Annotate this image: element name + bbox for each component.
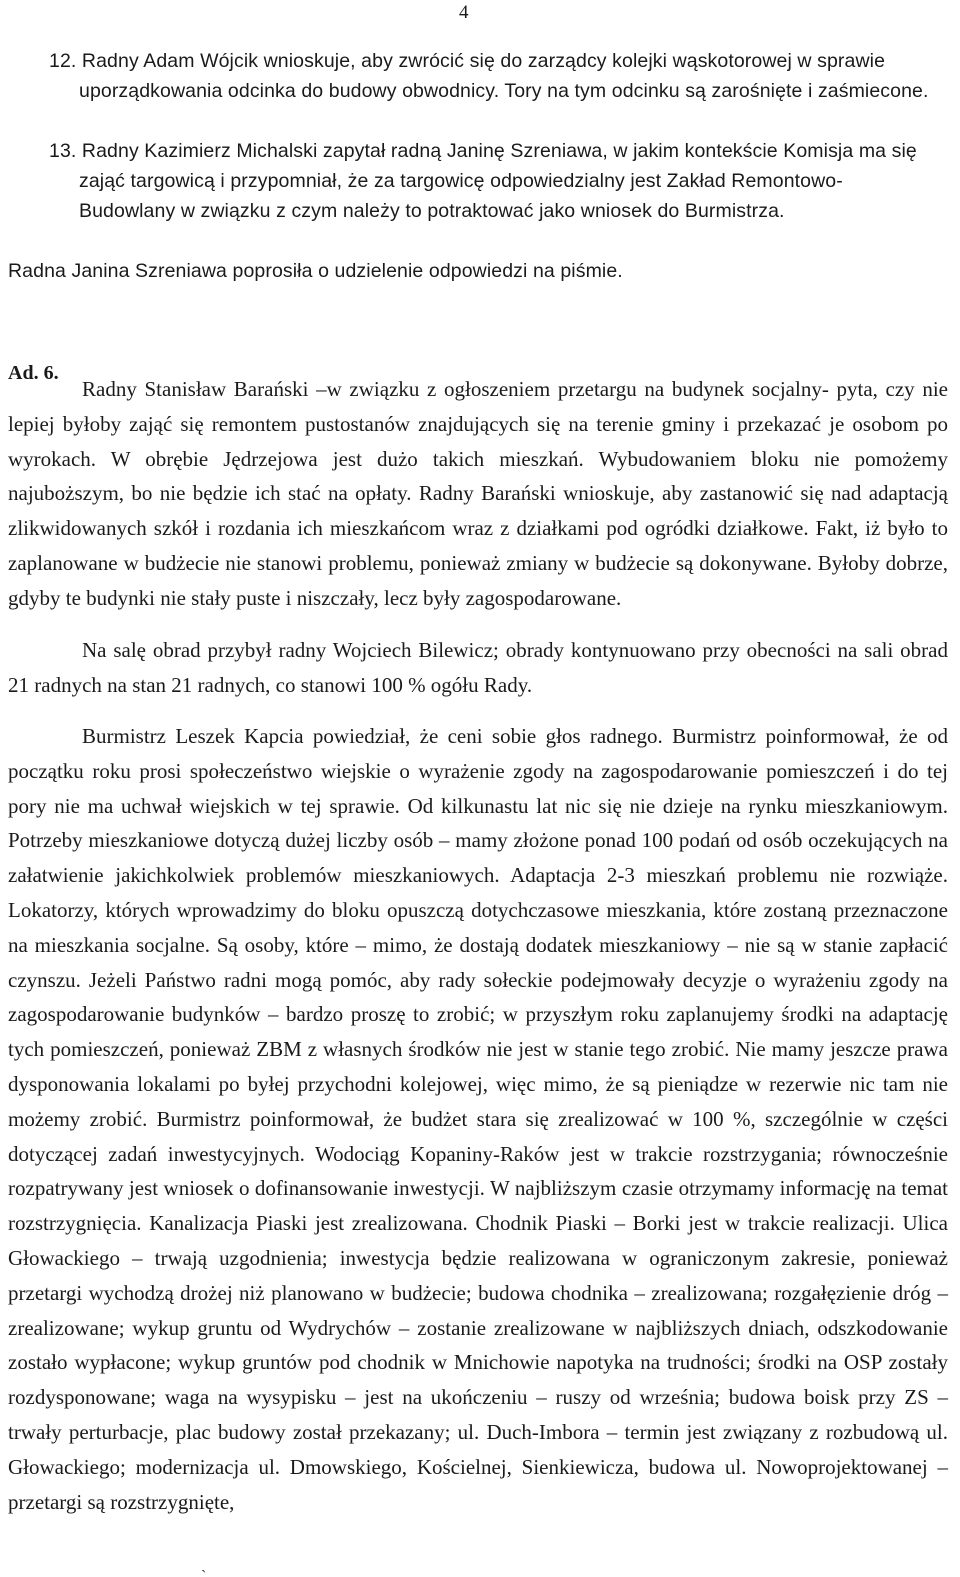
page-number: 4 — [459, 2, 469, 23]
footer-mark: ˏ — [201, 1556, 207, 1573]
paragraph-attendance: Na salę obrad przybył radny Wojciech Bilewicz; obrady kontynuowano przy obecności na sali obrad 21 radnych na stan 21 radnych, co stanowi 100 % ogółu Rady. — [8, 638, 948, 697]
list-item-12: 12. Radny Adam Wójcik wnioskuje, aby zwrócić się do zarządcy kolejki wąskotorowej w sprawie uporządkowania odcinka do budowy obwodnicy. Tory na tym odcinku są zarośnięte i zaśmiecone. — [49, 50, 929, 102]
section-heading: Ad. 6. — [8, 362, 59, 384]
reply-line: Radna Janina Szreniawa poprosiła o udzielenie odpowiedzi na piśmie. — [8, 260, 623, 282]
list-item-13: 13. Radny Kazimierz Michalski zapytał radną Janinę Szreniawa, w jakim kontekście Komisja ma się zająć targowicą i przypomniał, że za targowicę odpowiedzialny jest Zakład Remontowo-Budowlany w związku z czym należy to potraktować jako wniosek do Burmistrza. — [49, 140, 917, 222]
paragraph-burmistrz: Burmistrz Leszek Kapcia powiedział, że ceni sobie głos radnego. Burmistrz poinformował, że od początku roku prosi społeczeństwo wiejskie o wyrażenie zgody na zagospodarowanie pomieszczeń i do tej pory nie ma uchwał wiejskich w tej sprawie. Od kilkunastu lat nic się nie dzieje na rynku mieszkaniowym. Potrzeby mieszkaniowe dotyczą dużej liczby osób – mamy złożone ponad 100 podań od osób oczekujących na załatwienie jakichkolwiek problemów mieszkaniowych. Adaptacja 2-3 mieszkań problemu nie rozwiąże. Lokatorzy, których wprowadzimy do bloku opuszczą dotychczasowe mieszkania, które zostaną przeznaczone na mieszkania socjalne. Są osoby, które – mimo, że dostają dodatek mieszkaniowy – nie są w stanie zapłacić czynszu. Jeżeli Państwo radni mogą pomóc, aby rady sołeckie podejmowały decyzje o wyrażeniu zgody na zagospodarowanie budynków – bardzo proszę to zrobić; w przyszłym roku zaplanujemy środki na adaptację tych pomieszczeń, ponieważ ZBM z własnych środków nie jest w stanie tego zrobić. Nie mamy jeszcze prawa dysponowania lokalami po byłej przychodni kolejowej, więc mimo, że są pieniądze w rezerwie nic tam nie możemy zrobić. Burmistrz poinformował, że budżet stara się zrealizować w 100 %, szczególnie w części dotyczącej zadań inwestycyjnych. Wodociąg Kopaniny-Raków jest w trakcie rozstrzygania; równocześnie rozpatrywany jest wniosek o dofinansowanie inwestycji. W najbliższym czasie otrzymamy informację na temat rozstrzygnięcia. Kanalizacja Piaski jest zrealizowana. Chodnik Piaski – Borki jest w trakcie realizacji. Ulica Głowackiego – trwają uzgodnienia; inwestycja będzie realizowana w ograniczonym zakresie, ponieważ przetargi wychodzą drożej niż planowano w budżecie; budowa chodnika – zrealizowana; rozgałęzienie dróg – zrealizowane; wykup gruntu od Wydrychów – zostanie zrealizowane w najbliższych dniach, odszkodowanie zostało wypłacone; wykup gruntów pod chodnik w Mnichowie napotyka na trudności; środki na OSP zostały rozdysponowane; waga na wysypisku – jest na ukończeniu – ruszy od września; budowa boisk przy ZS – trwały perturbacje, plac budowy został przekazany; ul. Duch-Imbora – termin jest związany z rozbudową ul. Głowackiego; modernizacja ul. Dmowskiego, Kościelnej, Sienkiewicza, budowa ul. Nowoprojektowanej – przetargi są rozstrzygnięte, — [8, 724, 948, 1514]
paragraph-baranski: Radny Stanisław Barański –w związku z ogłoszeniem przetargu na budynek socjalny- pyta, czy nie lepiej byłoby zająć się remontem pustostanów znajdujących się na terenie gminy i przekazać je osobom po wyrokach. W obrębie Jędrzejowa jest dużo takich mieszkań. Wybudowaniem bloku nie pomożemy najuboższym, bo nie będzie ich stać na opłaty. Radny Barański wnioskuje, aby zastanowić się nad adaptacją zlikwidowanych szkół i rozdania ich mieszkańcom wraz z działkami pod ogródki działkowe. Fakt, iż było to zaplanowane w budżecie nie stanowi problemu, ponieważ zmiany w budżecie są dokonywane. Byłoby dobrze, gdyby te budynki nie stały puste i niszczały, lecz były zagospodarowane. — [8, 377, 948, 610]
